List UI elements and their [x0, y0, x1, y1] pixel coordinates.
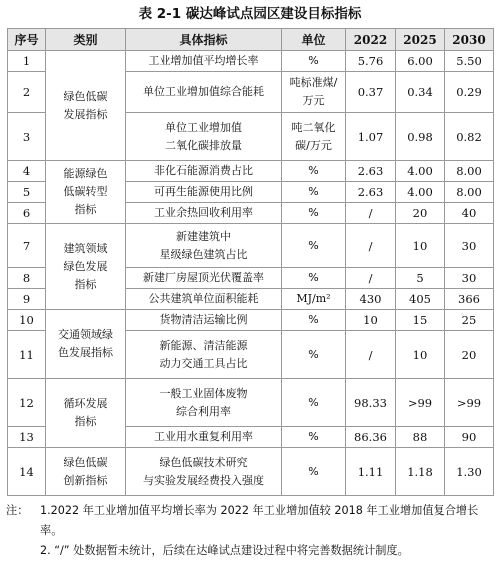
row-no: 6: [8, 203, 46, 224]
row-no: 12: [8, 379, 46, 427]
value-2030: 5.50: [445, 51, 494, 72]
table-row: [8, 224, 494, 268]
value-2025: 4.00: [396, 182, 445, 203]
row-no: 9: [8, 289, 46, 310]
value-2025: 10: [396, 224, 445, 268]
value-2030: 40: [445, 203, 494, 224]
header-category: 类别: [46, 29, 126, 51]
unit-cell: %: [282, 161, 346, 182]
unit-cell: MJ/m²: [282, 289, 346, 310]
unit-cell: %: [282, 182, 346, 203]
value-2030: 90: [445, 427, 494, 448]
value-2022: 86.36: [346, 427, 396, 448]
value-2022: /: [346, 268, 396, 289]
value-2030: 20: [445, 331, 494, 379]
value-2030: 30: [445, 224, 494, 268]
header-no: 序号: [8, 29, 46, 51]
row-no: 2: [8, 72, 46, 113]
indicator-cell: 单位工业增加值 二氧化碳排放量: [126, 113, 282, 161]
indicator-cell: 货物清洁运输比例: [126, 310, 282, 331]
header-indicator: 具体指标: [126, 29, 282, 51]
table-row: [8, 51, 494, 72]
value-2022: 1.07: [346, 113, 396, 161]
value-2025: 10: [396, 331, 445, 379]
indicator-cell: 绿色低碳技术研究 与实验发展经费投入强度: [126, 448, 282, 496]
row-no: 8: [8, 268, 46, 289]
value-2025: >99: [396, 379, 445, 427]
value-2025: 6.00: [396, 51, 445, 72]
table-title: 表 2-1 碳达峰试点园区建设目标指标: [138, 6, 362, 22]
value-2022: 10: [346, 310, 396, 331]
row-no: 10: [8, 310, 46, 331]
table-row: [8, 161, 494, 182]
value-2030: 8.00: [445, 182, 494, 203]
category-cell: 交通领域绿 色发展指标: [46, 310, 126, 379]
header-row: [8, 29, 494, 51]
value-2022: 430: [346, 289, 396, 310]
indicator-cell: 新建厂房屋顶光伏覆盖率: [126, 268, 282, 289]
value-2022: /: [346, 203, 396, 224]
category-cell: 绿色低碳 发展指标: [46, 51, 126, 161]
category-cell: 能源绿色 低碳转型 指标: [46, 161, 126, 224]
indicator-cell: 工业用水重复利用率: [126, 427, 282, 448]
value-2025: 88: [396, 427, 445, 448]
category-cell: 循环发展 指标: [46, 379, 126, 448]
indicator-cell: 单位工业增加值综合能耗: [126, 72, 282, 113]
indicator-cell: 公共建筑单位面积能耗: [126, 289, 282, 310]
indicator-cell: 可再生能源使用比例: [126, 182, 282, 203]
unit-cell: %: [282, 203, 346, 224]
indicator-cell: 新能源、清洁能源 动力交通工具占比: [126, 331, 282, 379]
value-2022: 2.63: [346, 161, 396, 182]
value-2022: 98.33: [346, 379, 396, 427]
note-1-text: 1.2022 年工业增加值平均增长率为 2022 年工业增加值较 2018 年工业增加值复合增长率。: [40, 504, 479, 537]
targets-table: [7, 28, 494, 496]
indicator-cell: 工业余热回收利用率: [126, 203, 282, 224]
unit-cell: 吨二氧化 碳/万元: [282, 113, 346, 161]
value-2030: 30: [445, 268, 494, 289]
indicator-cell: 工业增加值平均增长率: [126, 51, 282, 72]
value-2022: /: [346, 331, 396, 379]
value-2030: 0.82: [445, 113, 494, 161]
indicator-cell: 一般工业固体废物 综合利用率: [126, 379, 282, 427]
value-2022: 0.37: [346, 72, 396, 113]
value-2022: 2.63: [346, 182, 396, 203]
note-2-text: 2. “/” 处数据暂未统计，后续在达峰试点建设过程中将完善数据统计制度。: [40, 544, 409, 557]
header-2030: 2030: [445, 29, 494, 51]
value-2030: 366: [445, 289, 494, 310]
row-no: 5: [8, 182, 46, 203]
unit-cell: %: [282, 268, 346, 289]
value-2022: 1.11: [346, 448, 396, 496]
value-2025: 405: [396, 289, 445, 310]
table-notes: [6, 501, 496, 561]
row-no: 7: [8, 224, 46, 268]
unit-cell: %: [282, 51, 346, 72]
value-2030: 1.30: [445, 448, 494, 496]
value-2025: 0.34: [396, 72, 445, 113]
value-2022: 5.76: [346, 51, 396, 72]
table-row: [8, 310, 494, 331]
value-2030: 0.29: [445, 72, 494, 113]
indicator-cell: 非化石能源消费占比: [126, 161, 282, 182]
value-2025: 1.18: [396, 448, 445, 496]
header-2022: 2022: [346, 29, 396, 51]
unit-cell: %: [282, 427, 346, 448]
table-row: [8, 448, 494, 496]
unit-cell: 吨标准煤/ 万元: [282, 72, 346, 113]
value-2025: 20: [396, 203, 445, 224]
category-cell: 建筑领域 绿色发展 指标: [46, 224, 126, 310]
category-cell: 绿色低碳 创新指标: [46, 448, 126, 496]
unit-cell: %: [282, 224, 346, 268]
value-2025: 4.00: [396, 161, 445, 182]
value-2025: 0.98: [396, 113, 445, 161]
value-2030: 8.00: [445, 161, 494, 182]
row-no: 4: [8, 161, 46, 182]
unit-cell: %: [282, 331, 346, 379]
unit-cell: %: [282, 448, 346, 496]
note-2: [6, 541, 496, 561]
row-no: 13: [8, 427, 46, 448]
unit-cell: %: [282, 379, 346, 427]
value-2022: /: [346, 224, 396, 268]
row-no: 3: [8, 113, 46, 161]
table-row: [8, 379, 494, 427]
row-no: 1: [8, 51, 46, 72]
indicator-cell: 新建建筑中 星级绿色建筑占比: [126, 224, 282, 268]
value-2030: >99: [445, 379, 494, 427]
value-2025: 15: [396, 310, 445, 331]
row-no: 14: [8, 448, 46, 496]
header-2025: 2025: [396, 29, 445, 51]
value-2025: 5: [396, 268, 445, 289]
note-1: [6, 501, 496, 541]
value-2030: 25: [445, 310, 494, 331]
unit-cell: %: [282, 310, 346, 331]
header-unit: 单位: [282, 29, 346, 51]
row-no: 11: [8, 331, 46, 379]
notes-label: 注：: [6, 504, 29, 517]
